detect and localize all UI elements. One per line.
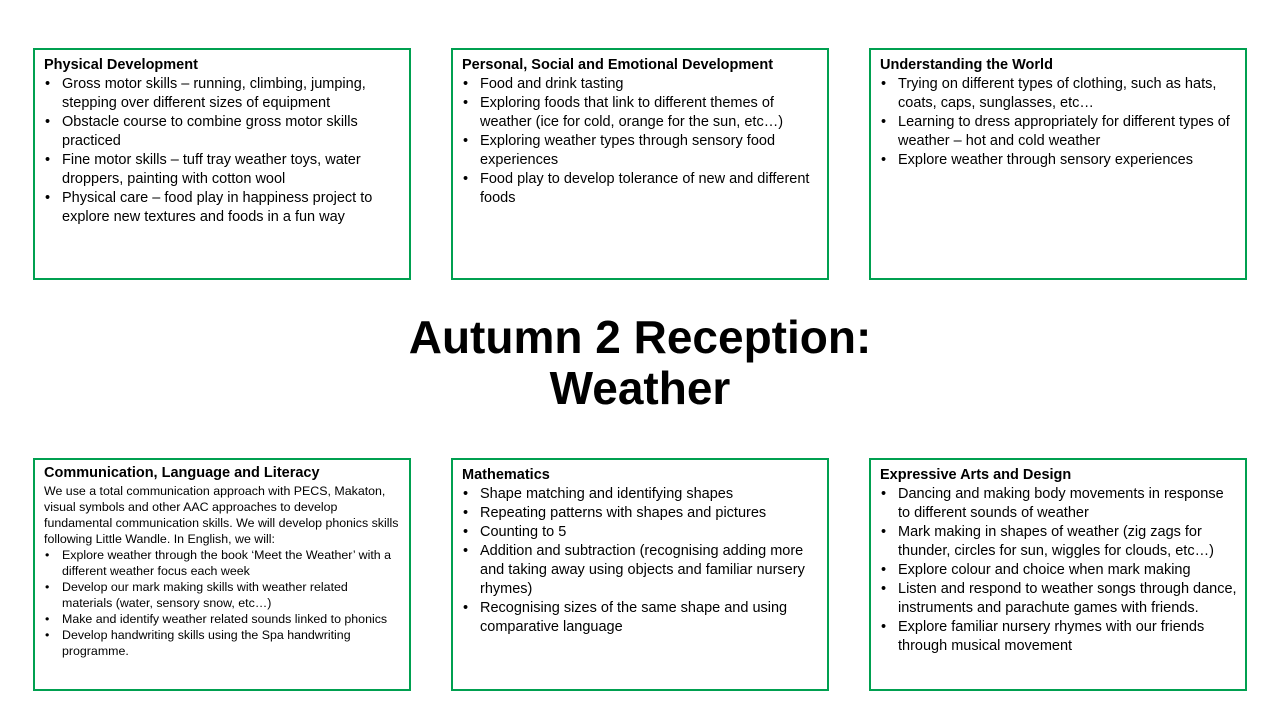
list-item: • Explore weather through the book ‘Meet the Weather’ with a different weather focus each week <box>44 547 401 579</box>
list-item: • Mark making in shapes of weather (zig zags for thunder, circles for sun, wiggles for clouds, etc…) <box>880 523 1237 561</box>
expressive-arts-box <box>869 458 1247 691</box>
psed-heading: Personal, Social and Emotional Development <box>462 57 774 73</box>
cll-heading: Communication, Language and Literacy <box>44 465 320 481</box>
list-item: • Listen and respond to weather songs through dance, instruments and parachute games with friends. <box>880 580 1237 618</box>
list-item: • Make and identify weather related sounds linked to phonics <box>44 611 401 627</box>
page-title-line-2: Weather <box>549 362 731 414</box>
physical-development-heading: Physical Development <box>44 57 198 73</box>
list-item: • Dancing and making body movements in response to different sounds of weather <box>880 485 1237 523</box>
cll-box <box>33 458 411 691</box>
list-item: • Gross motor skills – running, climbing, jumping, stepping over different sizes of equipment <box>44 75 401 113</box>
page-title <box>340 312 940 414</box>
list-item: • Explore familiar nursery rhymes with our friends through musical movement <box>880 618 1237 656</box>
list-item: • Develop our mark making skills with weather related materials (water, sensory snow, etc…) <box>44 579 401 611</box>
page-title-line-1: Autumn 2 Reception: <box>408 311 872 363</box>
expressive-arts-list <box>880 485 1237 656</box>
expressive-arts-heading: Expressive Arts and Design <box>880 467 1072 483</box>
mathematics-heading: Mathematics <box>462 467 550 483</box>
list-item: • Explore colour and choice when mark making <box>880 561 1237 580</box>
understanding-world-list <box>880 75 1237 170</box>
list-item: • Food play to develop tolerance of new and different foods <box>462 170 819 208</box>
cll-list <box>44 547 401 659</box>
mathematics-box <box>451 458 829 691</box>
physical-development-box <box>33 48 411 280</box>
cll-intro: We use a total communication approach with PECS, Makaton, visual symbols and other AAC approaches to develop fundamental communication skills. We will develop phonics skills following Little Wandle. In English, we will: <box>44 484 399 546</box>
list-item: • Fine motor skills – tuff tray weather toys, water droppers, painting with cotton wool <box>44 151 401 189</box>
list-item: • Learning to dress appropriately for different types of weather – hot and cold weather <box>880 113 1237 151</box>
list-item: • Develop handwriting skills using the Spa handwriting programme. <box>44 627 401 659</box>
mathematics-list <box>462 485 819 637</box>
list-item: • Recognising sizes of the same shape and using comparative language <box>462 599 819 637</box>
list-item: • Shape matching and identifying shapes <box>462 485 819 504</box>
list-item: • Physical care – food play in happiness project to explore new textures and foods in a fun way <box>44 189 401 227</box>
list-item: • Exploring weather types through sensory food experiences <box>462 132 819 170</box>
psed-box <box>451 48 829 280</box>
list-item: • Food and drink tasting <box>462 75 819 94</box>
list-item: • Addition and subtraction (recognising adding more and taking away using objects and familiar nursery rhymes) <box>462 542 819 599</box>
list-item: • Obstacle course to combine gross motor skills practiced <box>44 113 401 151</box>
list-item: • Trying on different types of clothing, such as hats, coats, caps, sunglasses, etc… <box>880 75 1237 113</box>
list-item: • Explore weather through sensory experiences <box>880 151 1237 170</box>
physical-development-list <box>44 75 401 227</box>
list-item: • Repeating patterns with shapes and pictures <box>462 504 819 523</box>
understanding-world-box <box>869 48 1247 280</box>
psed-list <box>462 75 819 208</box>
list-item: • Counting to 5 <box>462 523 819 542</box>
list-item: • Exploring foods that link to different themes of weather (ice for cold, orange for the sun, etc…) <box>462 94 819 132</box>
understanding-world-heading: Understanding the World <box>880 57 1053 73</box>
